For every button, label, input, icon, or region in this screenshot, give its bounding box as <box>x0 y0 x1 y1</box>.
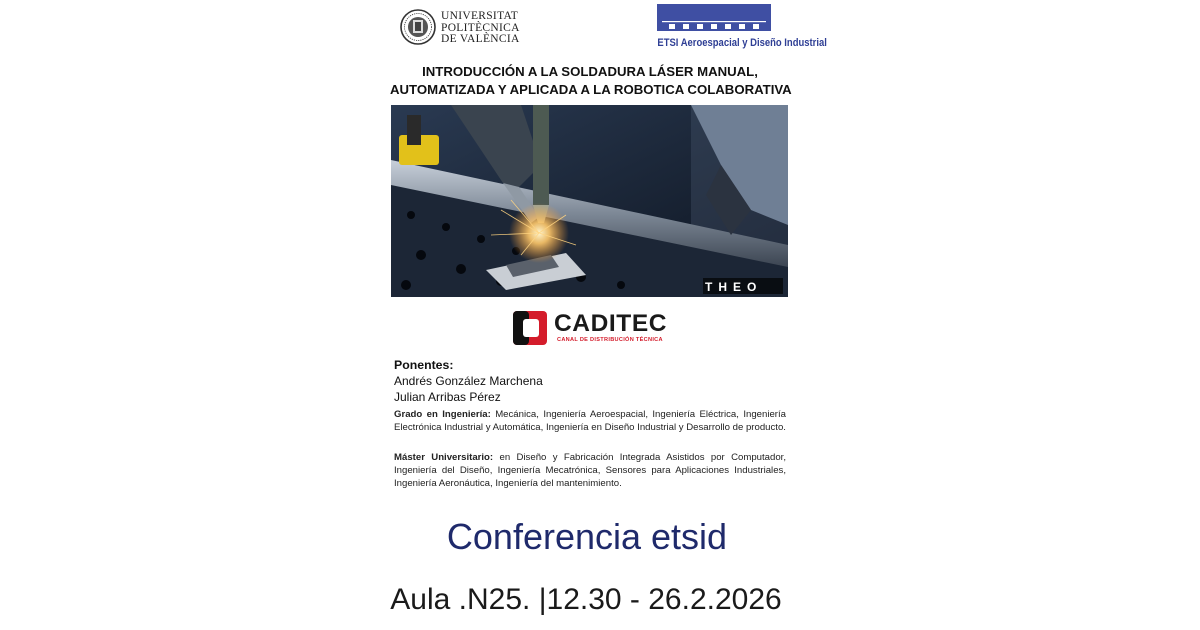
conference-name: Conferencia etsid <box>446 516 728 557</box>
speakers-heading: Ponentes: <box>394 358 454 372</box>
caditec-name: CADITEC <box>554 310 668 337</box>
upv-seal-icon <box>400 9 436 45</box>
event-details: Aula .N25. |12.30 - 26.2.2026 <box>390 583 782 616</box>
speaker-name: Andrés González Marchena <box>394 374 543 388</box>
master-label: Máster Universitario: <box>394 452 494 463</box>
caditec-tagline: CANAL DE DISTRIBUCIÓN TÉCNICA <box>557 337 663 343</box>
grado-text: Mecánica, Ingeniería Aeroespacial, Ingeniería Eléctrica, Ingeniería Electrónica Industrial y Automática, Ingeniería en Diseño Industrial y Desarrollo de producto. <box>394 409 786 433</box>
upv-wordmark <box>441 11 520 46</box>
upv-line-3: DE VALÈNCIA <box>441 33 520 45</box>
theo-logo: THEO <box>705 280 763 294</box>
grado-paragraph <box>394 408 786 434</box>
etsid-building-icon <box>657 4 771 31</box>
event-title <box>390 63 790 99</box>
etsid-wordmark: ETSI Aeroespacial y Diseño Industrial <box>657 37 827 49</box>
etsid-logo <box>655 4 827 54</box>
upv-line-2: POLITÈCNICA <box>441 21 520 34</box>
speaker-name: Julian Arribas Pérez <box>394 390 501 404</box>
master-text: en Diseño y Fabricación Integrada Asistidos por Computador, Ingeniería del Diseño, Ingeniería Mecatrónica, Sensores para Aplicaciones Industriales, Ingeniería Aeronáutica, Ingeniería del mantenimiento. <box>394 452 787 489</box>
laser-welding-photo <box>391 105 788 297</box>
upv-line-1: UNIVERSITAT <box>441 10 519 22</box>
caditec-mark-icon <box>513 311 551 345</box>
master-paragraph <box>394 451 786 490</box>
title-line-2: AUTOMATIZADA Y APLICADA A LA ROBOTICA COLABORATIVA <box>390 82 792 97</box>
grado-label: Grado en Ingeniería: <box>394 409 491 420</box>
upv-logo <box>400 9 518 47</box>
title-line-1: INTRODUCCIÓN A LA SOLDADURA LÁSER MANUAL, <box>422 64 758 79</box>
caditec-logo <box>513 311 669 347</box>
